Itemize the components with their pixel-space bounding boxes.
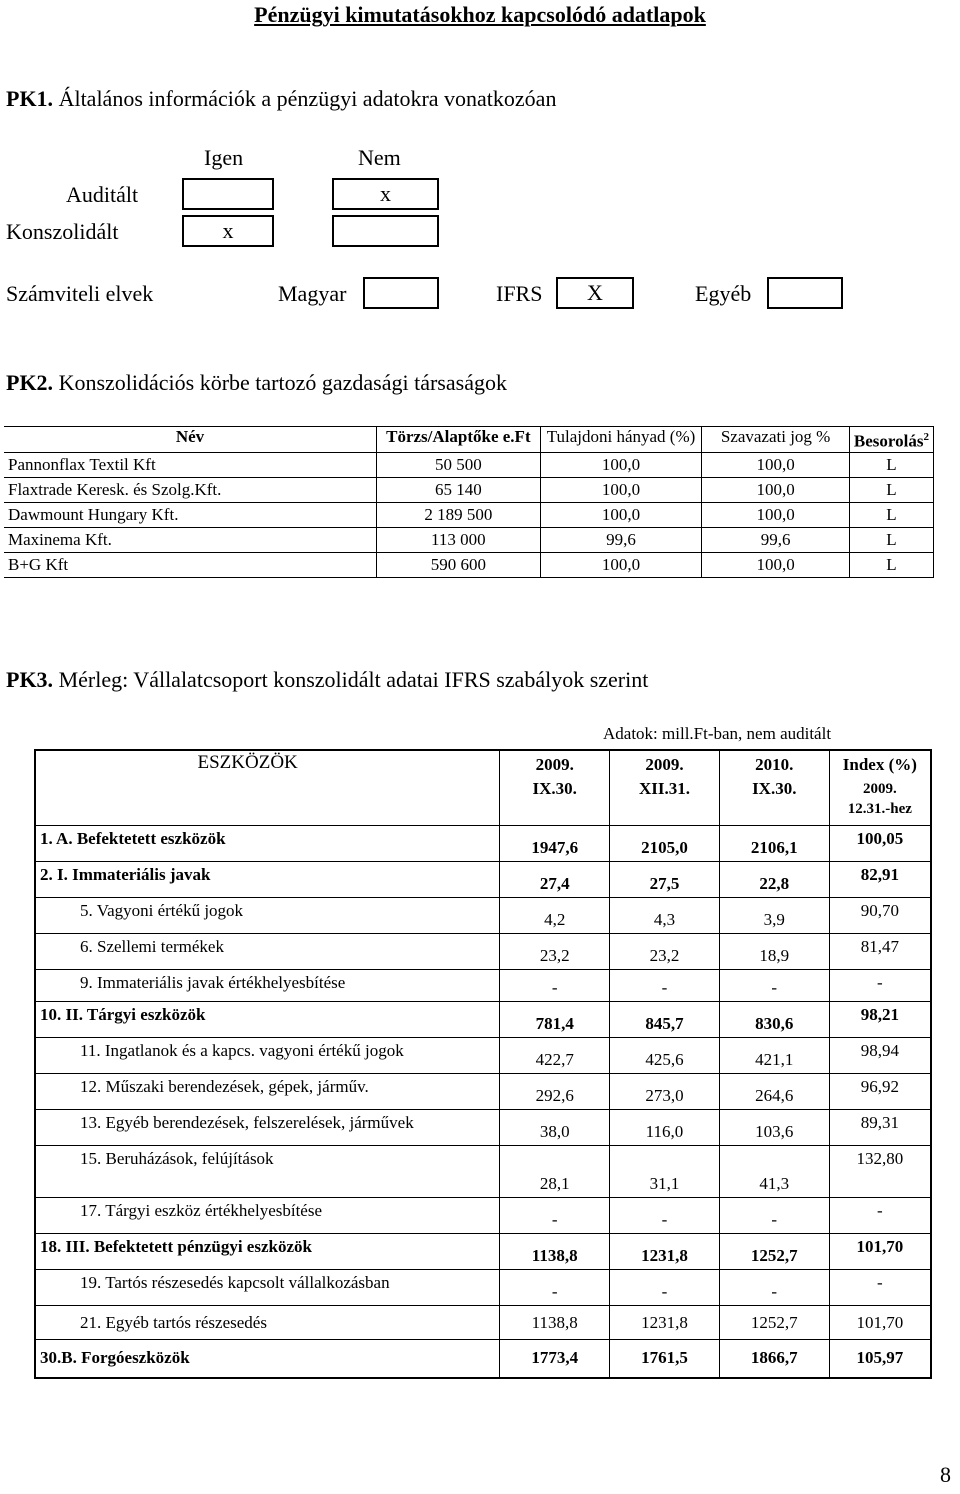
header-classification-text: Besorolás — [853, 431, 924, 451]
pk2-code: PK2. — [6, 370, 54, 395]
balance-value-2009-12: 1761,5 — [610, 1340, 720, 1378]
header-col2-a: 2009. — [645, 755, 684, 774]
balance-row — [35, 1002, 931, 1038]
balance-index: 89,31 — [829, 1110, 931, 1146]
balance-index: - — [829, 1270, 931, 1306]
subsidiary-classification: L — [849, 527, 933, 552]
subsidiary-classification: L — [849, 502, 933, 527]
data-note: Adatok: mill.Ft-ban, nem auditált — [603, 724, 832, 743]
balance-row — [35, 934, 931, 970]
balance-value-2009-12: 845,7 — [610, 1002, 720, 1038]
balance-item-name: 19. Tartós részesedés kapcsolt vállalkozásban — [35, 1270, 500, 1306]
balance-index: 98,21 — [829, 1002, 931, 1038]
header-ownership: Tulajdoni hányad (%) — [540, 427, 702, 453]
header-col3-a: 2010. — [755, 755, 794, 774]
header-col2 — [610, 750, 720, 826]
header-col1 — [500, 750, 610, 826]
balance-value-2009-09: 28,1 — [500, 1146, 610, 1198]
balance-value-2009-09: 4,2 — [500, 898, 610, 934]
balance-item-name: 30.B. Forgóeszközök — [35, 1340, 500, 1378]
balance-item-name: 11. Ingatlanok és a kapcs. vagyoni értékű jogok — [35, 1038, 500, 1074]
balance-value-2009-09: 1138,8 — [500, 1306, 610, 1340]
pk3-code: PK3. — [6, 667, 54, 692]
balance-index: 101,70 — [829, 1306, 931, 1340]
ifrs-box[interactable]: X — [556, 277, 634, 309]
balance-item-name: 6. Szellemi termékek — [35, 934, 500, 970]
subsidiary-row — [4, 552, 934, 577]
balance-row — [35, 862, 931, 898]
balance-row — [35, 826, 931, 862]
balance-item-name: 17. Tárgyi eszköz értékhelyesbítése — [35, 1198, 500, 1234]
header-col4-c: 12.31.-hez — [847, 801, 912, 817]
magyar-label: Magyar — [278, 281, 347, 306]
balance-table — [34, 749, 932, 1379]
consolidated-label: Konszolidált — [6, 219, 119, 244]
subsidiary-capital: 113 000 — [376, 527, 540, 552]
balance-index: 96,92 — [829, 1074, 931, 1110]
balance-value-2010-09: 1252,7 — [719, 1306, 829, 1340]
pk1-title: Általános információk a pénzügyi adatokra vonatkozóan — [58, 86, 557, 111]
header-col4-b: 2009. — [862, 781, 897, 797]
subsidiary-name: Flaxtrade Keresk. és Szolg.Kft. — [4, 477, 376, 502]
header-classification-sup: 2 — [923, 431, 929, 443]
balance-value-2010-09: 22,8 — [719, 862, 829, 898]
balance-value-2009-09: 27,4 — [500, 862, 610, 898]
balance-value-2009-09: 292,6 — [500, 1074, 610, 1110]
balance-index: - — [829, 970, 931, 1002]
col-no-label: Nem — [358, 145, 401, 170]
balance-index: 132,80 — [829, 1146, 931, 1198]
balance-value-2009-12: - — [610, 1270, 720, 1306]
balance-value-2009-12: 2105,0 — [610, 826, 720, 862]
balance-value-2009-09: 1947,6 — [500, 826, 610, 862]
pk2-title: Konszolidációs körbe tartozó gazdasági társaságok — [58, 370, 507, 395]
egyeb-box[interactable] — [767, 277, 843, 309]
balance-item-name: 1. A. Befektetett eszközök — [35, 826, 500, 862]
subsidiary-classification: L — [849, 452, 933, 477]
balance-value-2010-09: 2106,1 — [719, 826, 829, 862]
subsidiaries-table — [4, 426, 934, 578]
balance-value-2009-12: - — [610, 1198, 720, 1234]
balance-index: - — [829, 1198, 931, 1234]
subsidiary-voting: 100,0 — [702, 452, 850, 477]
balance-value-2009-12: 1231,8 — [610, 1234, 720, 1270]
subsidiary-voting: 100,0 — [702, 552, 850, 577]
balance-row — [35, 1306, 931, 1340]
balance-value-2010-09: 830,6 — [719, 1002, 829, 1038]
subsidiary-ownership: 100,0 — [540, 552, 702, 577]
balance-header-row — [35, 750, 931, 826]
audited-no-box[interactable]: x — [332, 178, 439, 210]
page-number: 8 — [940, 1462, 951, 1487]
balance-index: 101,70 — [829, 1234, 931, 1270]
balance-value-2009-09: - — [500, 1198, 610, 1234]
subsidiary-ownership: 100,0 — [540, 502, 702, 527]
balance-value-2009-09: - — [500, 1270, 610, 1306]
header-col3-b: IX.30. — [752, 779, 797, 798]
balance-row — [35, 1146, 931, 1198]
subsidiary-classification: L — [849, 477, 933, 502]
balance-index: 90,70 — [829, 898, 931, 934]
subsidiary-classification: L — [849, 552, 933, 577]
subsidiary-voting: 100,0 — [702, 477, 850, 502]
header-classification — [849, 427, 933, 453]
balance-value-2009-09: - — [500, 970, 610, 1002]
balance-value-2010-09: 1252,7 — [719, 1234, 829, 1270]
balance-value-2010-09: 421,1 — [719, 1038, 829, 1074]
balance-value-2010-09: 41,3 — [719, 1146, 829, 1198]
balance-row — [35, 1110, 931, 1146]
balance-value-2009-12: 23,2 — [610, 934, 720, 970]
header-voting: Szavazati jog % — [702, 427, 850, 453]
balance-row — [35, 898, 931, 934]
subsidiary-ownership: 100,0 — [540, 452, 702, 477]
subsidiary-name: Maxinema Kft. — [4, 527, 376, 552]
consolidated-yes-box[interactable]: x — [182, 215, 274, 247]
subsidiary-row — [4, 477, 934, 502]
magyar-box[interactable] — [363, 277, 439, 309]
balance-item-name: 10. II. Tárgyi eszközök — [35, 1002, 500, 1038]
balance-value-2009-12: - — [610, 970, 720, 1002]
header-col4 — [829, 750, 931, 826]
balance-value-2009-09: 23,2 — [500, 934, 610, 970]
accounting-label: Számviteli elvek — [6, 281, 154, 306]
balance-value-2010-09: - — [719, 1270, 829, 1306]
subsidiary-capital: 590 600 — [376, 552, 540, 577]
balance-value-2009-12: 27,5 — [610, 862, 720, 898]
pk3-title: Mérleg: Vállalatcsoport konszolidált adatai IFRS szabályok szerint — [58, 667, 649, 692]
balance-index: 105,97 — [829, 1340, 931, 1378]
balance-value-2010-09: 103,6 — [719, 1110, 829, 1146]
balance-row — [35, 1074, 931, 1110]
balance-row — [35, 1270, 931, 1306]
pk2-heading — [6, 370, 507, 396]
balance-item-name: 15. Beruházások, felújítások — [35, 1146, 500, 1198]
subsidiary-row — [4, 502, 934, 527]
audited-yes-box[interactable] — [182, 178, 274, 210]
balance-value-2009-12: 273,0 — [610, 1074, 720, 1110]
subsidiary-ownership: 100,0 — [540, 477, 702, 502]
subsidiary-voting: 100,0 — [702, 502, 850, 527]
balance-value-2009-09: 781,4 — [500, 1002, 610, 1038]
balance-value-2009-12: 425,6 — [610, 1038, 720, 1074]
subsidiary-ownership: 99,6 — [540, 527, 702, 552]
subsidiary-capital: 2 189 500 — [376, 502, 540, 527]
page-title: Pénzügyi kimutatásokhoz kapcsolódó adatlapok — [254, 2, 706, 27]
balance-index: 81,47 — [829, 934, 931, 970]
header-assets-text: ESZKÖZÖK — [197, 752, 298, 773]
subsidiary-name: Pannonflax Textil Kft — [4, 452, 376, 477]
balance-value-2010-09: 264,6 — [719, 1074, 829, 1110]
balance-value-2009-09: 1138,8 — [500, 1234, 610, 1270]
subsidiary-row — [4, 452, 934, 477]
header-col4-a: Index (%) — [842, 755, 917, 774]
subsidiary-name: B+G Kft — [4, 552, 376, 577]
balance-value-2010-09: - — [719, 1198, 829, 1234]
balance-row — [35, 1198, 931, 1234]
header-col3 — [719, 750, 829, 826]
subsidiary-name: Dawmount Hungary Kft. — [4, 502, 376, 527]
balance-item-name: 2. I. Immateriális javak — [35, 862, 500, 898]
balance-item-name: 13. Egyéb berendezések, felszerelések, járművek — [35, 1110, 500, 1146]
audited-label: Auditált — [66, 182, 139, 207]
header-col1-b: IX.30. — [532, 779, 577, 798]
balance-value-2009-12: 31,1 — [610, 1146, 720, 1198]
balance-row — [35, 970, 931, 1002]
egyeb-label: Egyéb — [695, 281, 752, 306]
pk3-heading — [6, 667, 648, 693]
balance-row — [35, 1340, 931, 1378]
balance-item-name: 12. Műszaki berendezések, gépek, járműv. — [35, 1074, 500, 1110]
balance-value-2009-12: 1231,8 — [610, 1306, 720, 1340]
balance-item-name: 9. Immateriális javak értékhelyesbítése — [35, 970, 500, 1002]
header-name: Név — [4, 427, 376, 453]
subsidiary-row — [4, 527, 934, 552]
subsidiary-voting: 99,6 — [702, 527, 850, 552]
balance-value-2010-09: 18,9 — [719, 934, 829, 970]
balance-value-2009-12: 116,0 — [610, 1110, 720, 1146]
balance-value-2010-09: 1866,7 — [719, 1340, 829, 1378]
balance-value-2010-09: - — [719, 970, 829, 1002]
balance-value-2009-12: 4,3 — [610, 898, 720, 934]
balance-row — [35, 1234, 931, 1270]
col-yes-label: Igen — [204, 145, 244, 170]
balance-index: 98,94 — [829, 1038, 931, 1074]
pk1-heading — [6, 86, 556, 112]
balance-index: 100,05 — [829, 826, 931, 862]
header-capital: Törzs/Alaptőke e.Ft — [376, 427, 540, 453]
balance-value-2009-09: 38,0 — [500, 1110, 610, 1146]
header-col2-b: XII.31. — [638, 779, 690, 798]
header-col1-a: 2009. — [535, 755, 574, 774]
balance-row — [35, 1038, 931, 1074]
balance-item-name: 21. Egyéb tartós részesedés — [35, 1306, 500, 1340]
balance-value-2010-09: 3,9 — [719, 898, 829, 934]
balance-value-2009-09: 422,7 — [500, 1038, 610, 1074]
subsidiaries-header-row — [4, 427, 934, 453]
subsidiary-capital: 65 140 — [376, 477, 540, 502]
balance-item-name: 5. Vagyoni értékű jogok — [35, 898, 500, 934]
balance-item-name: 18. III. Befektetett pénzügyi eszközök — [35, 1234, 500, 1270]
balance-value-2009-09: 1773,4 — [500, 1340, 610, 1378]
balance-index: 82,91 — [829, 862, 931, 898]
consolidated-no-box[interactable] — [332, 215, 439, 247]
ifrs-label: IFRS — [496, 281, 543, 306]
pk1-code: PK1. — [6, 86, 54, 111]
header-assets — [35, 750, 500, 826]
subsidiary-capital: 50 500 — [376, 452, 540, 477]
